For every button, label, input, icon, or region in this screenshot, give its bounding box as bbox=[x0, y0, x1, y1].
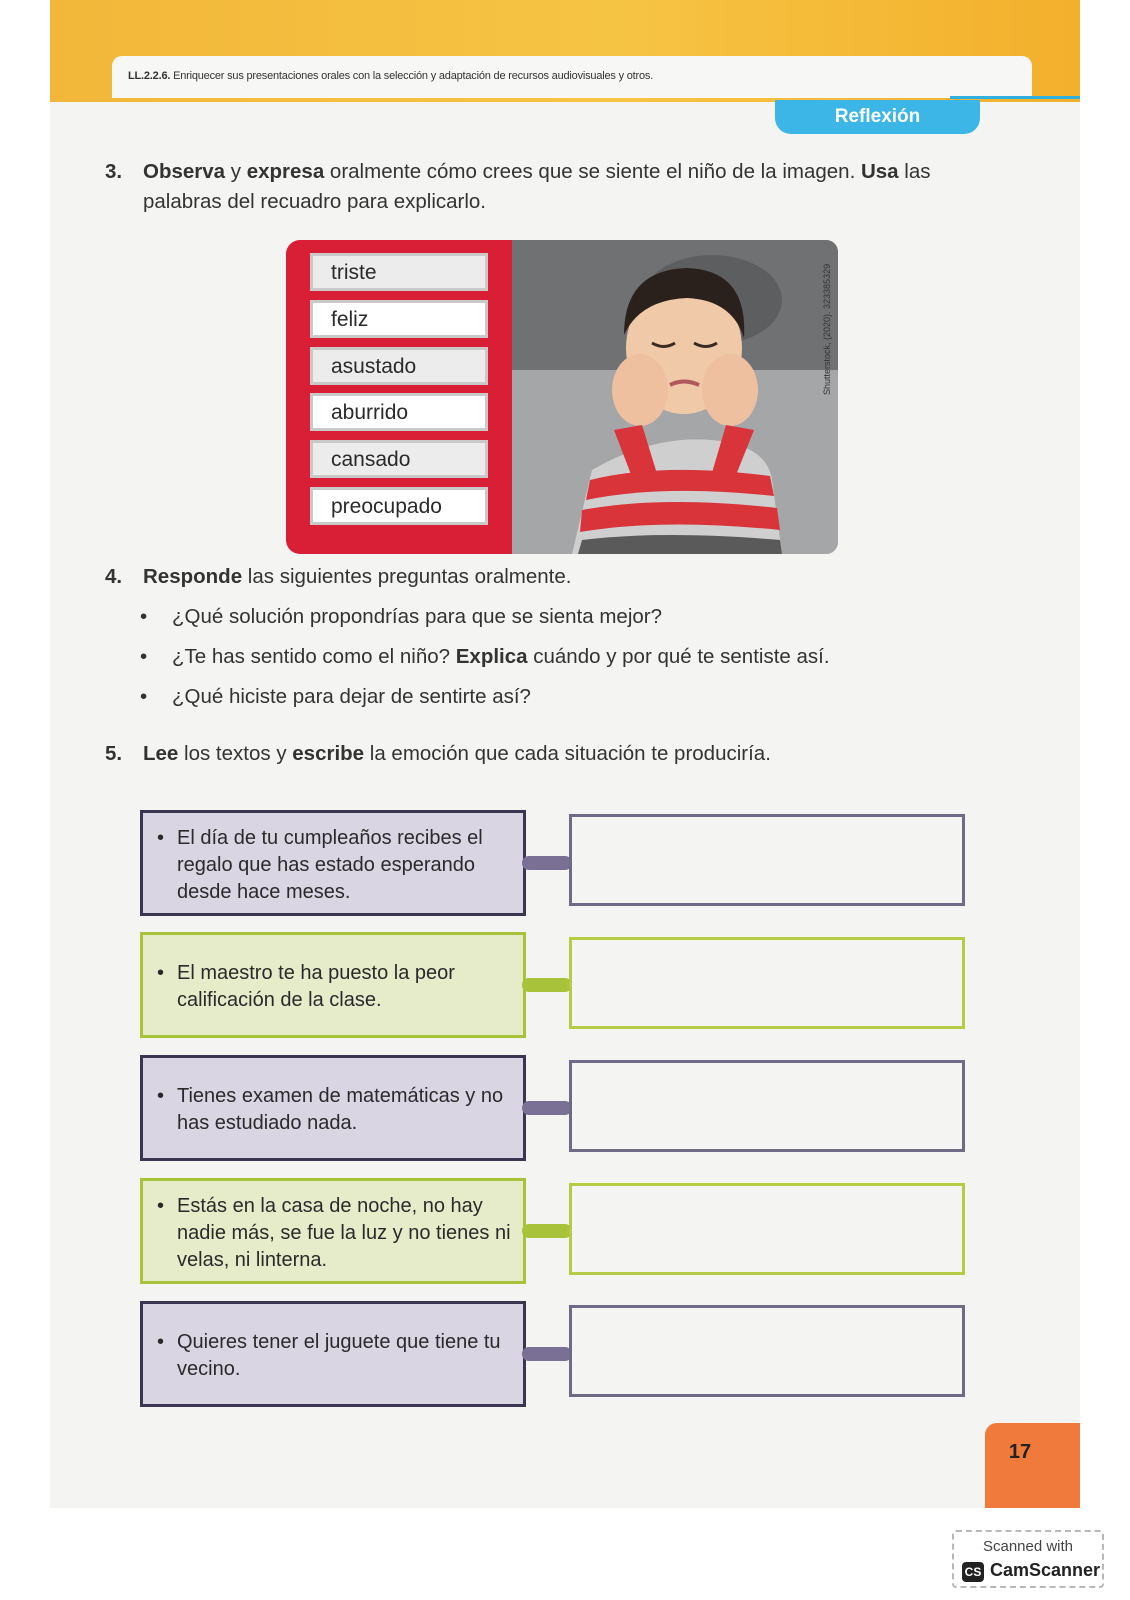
camscanner-logo-icon: CS bbox=[962, 1562, 984, 1582]
answer-box-1[interactable] bbox=[569, 814, 965, 906]
word-triste: triste bbox=[310, 253, 488, 291]
question-5: 5. Lee los textos y escribe la emoción que cada situación te produciría. bbox=[105, 742, 771, 765]
connector-2 bbox=[522, 978, 572, 992]
divider-line bbox=[950, 96, 1080, 99]
connector-5 bbox=[522, 1347, 572, 1361]
photo-credit: Shutterstock, (2020). 323385329 bbox=[822, 263, 832, 395]
q4-bullet-3: • ¿Qué hiciste para dejar de sentirte así? bbox=[140, 685, 531, 708]
sad-child-photo bbox=[512, 240, 838, 554]
standard-box bbox=[112, 56, 1032, 98]
word-cansado: cansado bbox=[310, 440, 488, 478]
section-tab: Reflexión bbox=[775, 100, 980, 134]
word-asustado: asustado bbox=[310, 347, 488, 385]
connector-4 bbox=[522, 1224, 572, 1238]
page-number-tab bbox=[985, 1423, 1080, 1508]
connector-1 bbox=[522, 856, 572, 870]
page-number: 17 bbox=[1008, 1441, 1032, 1463]
connector-3 bbox=[522, 1101, 572, 1115]
word-preocupado: preocupado bbox=[310, 487, 488, 525]
answer-box-2[interactable] bbox=[569, 937, 965, 1029]
answer-box-4[interactable] bbox=[569, 1183, 965, 1275]
word-feliz: feliz bbox=[310, 300, 488, 338]
camscanner-name: CamScanner bbox=[990, 1560, 1101, 1580]
answer-box-5[interactable] bbox=[569, 1305, 965, 1397]
q4-bullet-2: • ¿Te has sentido como el niño? Explica cuándo y por qué te sentiste así. bbox=[140, 645, 830, 668]
standard-text: LL.2.2.6. Enriquecer sus presentaciones orales con la selección y adaptación de recursos audiovisuales y otros. bbox=[128, 70, 654, 82]
question-4: 4. Responde las siguientes preguntas oralmente. bbox=[105, 565, 572, 588]
word-aburrido: aburrido bbox=[310, 393, 488, 431]
situation-4: • Estás en la casa de noche, no hay nadie más, se fue la luz y no tienes ni velas, ni linterna. bbox=[140, 1178, 526, 1284]
emotion-word-panel bbox=[286, 240, 512, 554]
child-illustration bbox=[512, 240, 838, 554]
answer-box-3[interactable] bbox=[569, 1060, 965, 1152]
textbook-page bbox=[50, 0, 1080, 1508]
situation-2: • El maestro te ha puesto la peor calificación de la clase. bbox=[140, 932, 526, 1038]
q4-bullet-1: • ¿Qué solución propondrías para que se sienta mejor? bbox=[140, 605, 663, 628]
question-3: 3. Observa y expresa oralmente cómo crees que se siente el niño de la imagen. Usa las palabras del recuadro para explicarlo. bbox=[105, 160, 931, 213]
situation-5: • Quieres tener el juguete que tiene tu vecino. bbox=[140, 1301, 526, 1407]
situation-1: • El día de tu cumpleaños recibes el regalo que has estado esperando desde hace meses. bbox=[140, 810, 526, 916]
situation-3: • Tienes examen de matemáticas y no has estudiado nada. bbox=[140, 1055, 526, 1161]
scanned-with-text: Scanned with bbox=[982, 1538, 1074, 1555]
camscanner-badge bbox=[952, 1530, 1104, 1588]
